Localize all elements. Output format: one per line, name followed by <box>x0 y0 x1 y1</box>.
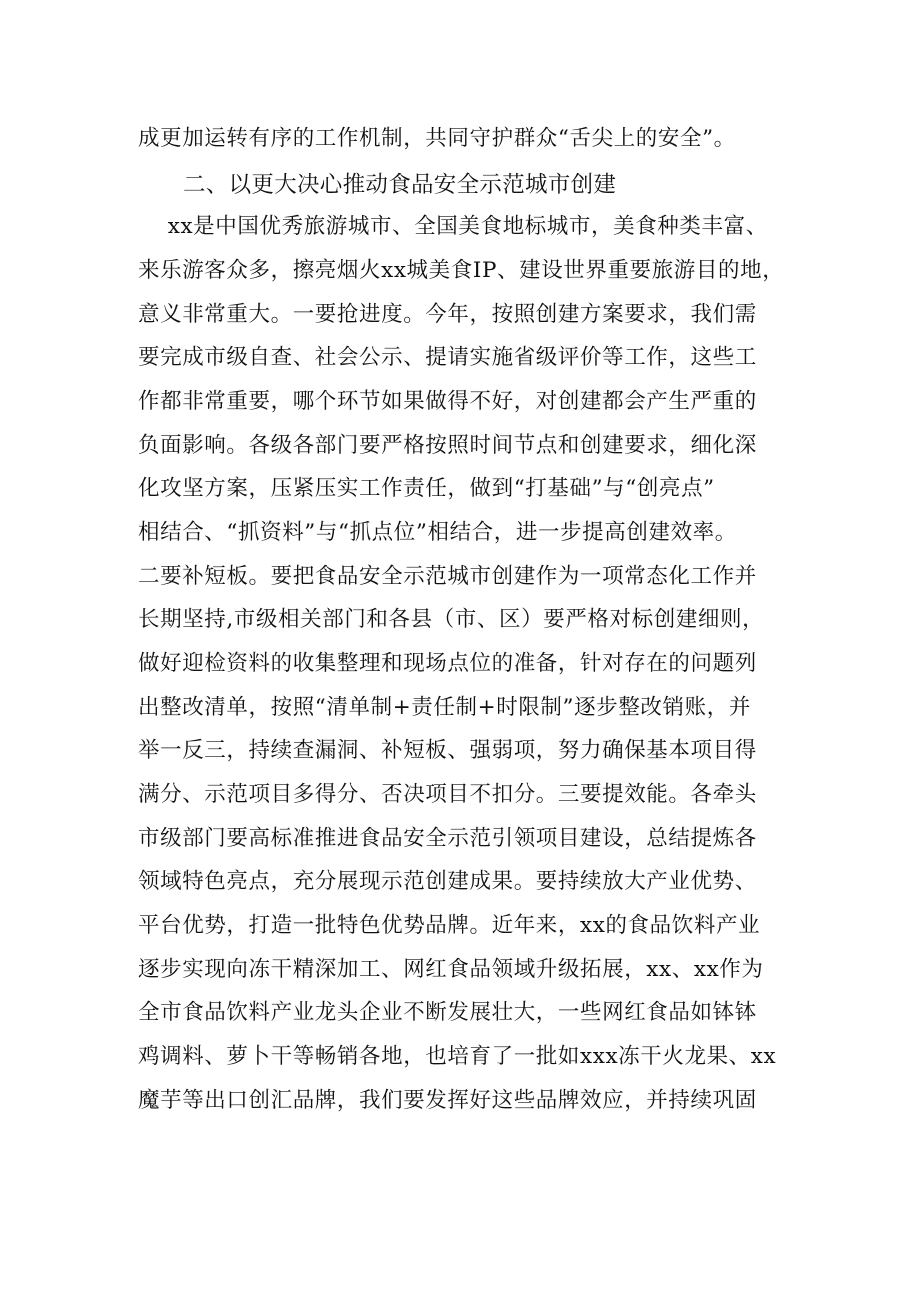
paragraph-line: 鸡调料、萝卜干等畅销各地，也培育了一批如xxx冻干火龙果、xx <box>138 1044 777 1069</box>
paragraph-line: 出整改清单，按照“清单制+责任制+时限制”逐步整改销账，并 <box>138 695 751 720</box>
paragraph-line: 满分、示范项目多得分、否决项目不扣分。三要提效能。各牵头 <box>138 782 757 807</box>
paragraph-line: 长期坚持,市级相关部门和各县（市、区）要严格对标创建细则， <box>138 607 765 632</box>
paragraph-line: 做好迎检资料的收集整理和现场点位的准备，针对存在的问题列 <box>138 651 757 676</box>
paragraph-line: xx是中国优秀旅游城市、全国美食地标城市，美食种类丰富、 <box>138 214 768 239</box>
paragraph-line: 负面影响。各级各部门要严格按照时间节点和创建要求，细化深 <box>138 433 757 458</box>
paragraph-line: 要完成市级自查、社会公示、提请实施省级评价等工作，这些工 <box>138 345 757 370</box>
paragraph-line: 意义非常重大。一要抢进度。今年，按照创建方案要求，我们需 <box>138 302 757 327</box>
paragraph-line: 相结合、“抓资料”与“抓点位”相结合，进一步提高创建效率。 <box>138 520 737 545</box>
paragraph-line: 作都非常重要，哪个环节如果做得不好，对创建都会产生严重的 <box>138 389 757 414</box>
paragraph-line: 来乐游客众多，擦亮烟火xx城美食IP、建设世界重要旅游目的地， <box>138 258 785 283</box>
paragraph-line: 化攻坚方案，压紧压实工作责任，做到“打基础”与“创亮点” <box>138 476 715 501</box>
paragraph-line: 逐步实现向冻干精深加工、网红食品领域升级拓展，xx、xx作为 <box>138 957 764 982</box>
paragraph-line: 平台优势，打造一批特色优势品牌。近年来，xx的食品饮料产业 <box>138 913 761 938</box>
paragraph-line: 二要补短板。要把食品安全示范城市创建作为一项常态化工作并 <box>138 564 757 589</box>
paragraph-line: 市级部门要高标准推进食品安全示范引领项目建设，总结提炼各 <box>138 826 757 851</box>
text-line-continuation: 成更加运转有序的工作机制，共同守护群众“舌尖上的安全”。 <box>138 126 736 151</box>
section-heading: 二、以更大决心推动食品安全示范城市创建 <box>183 172 617 198</box>
paragraph-line: 全市食品饮料产业龙头企业不断发展壮大，一些网红食品如钵钵 <box>138 1000 757 1025</box>
paragraph-line: 举一反三，持续查漏洞、补短板、强弱项，努力确保基本项目得 <box>138 738 757 763</box>
paragraph-line: 魔芋等出口创汇品牌，我们要发挥好这些品牌效应，并持续巩固 <box>138 1088 757 1113</box>
paragraph-line: 领域特色亮点，充分展现示范创建成果。要持续放大产业优势、 <box>138 869 757 894</box>
